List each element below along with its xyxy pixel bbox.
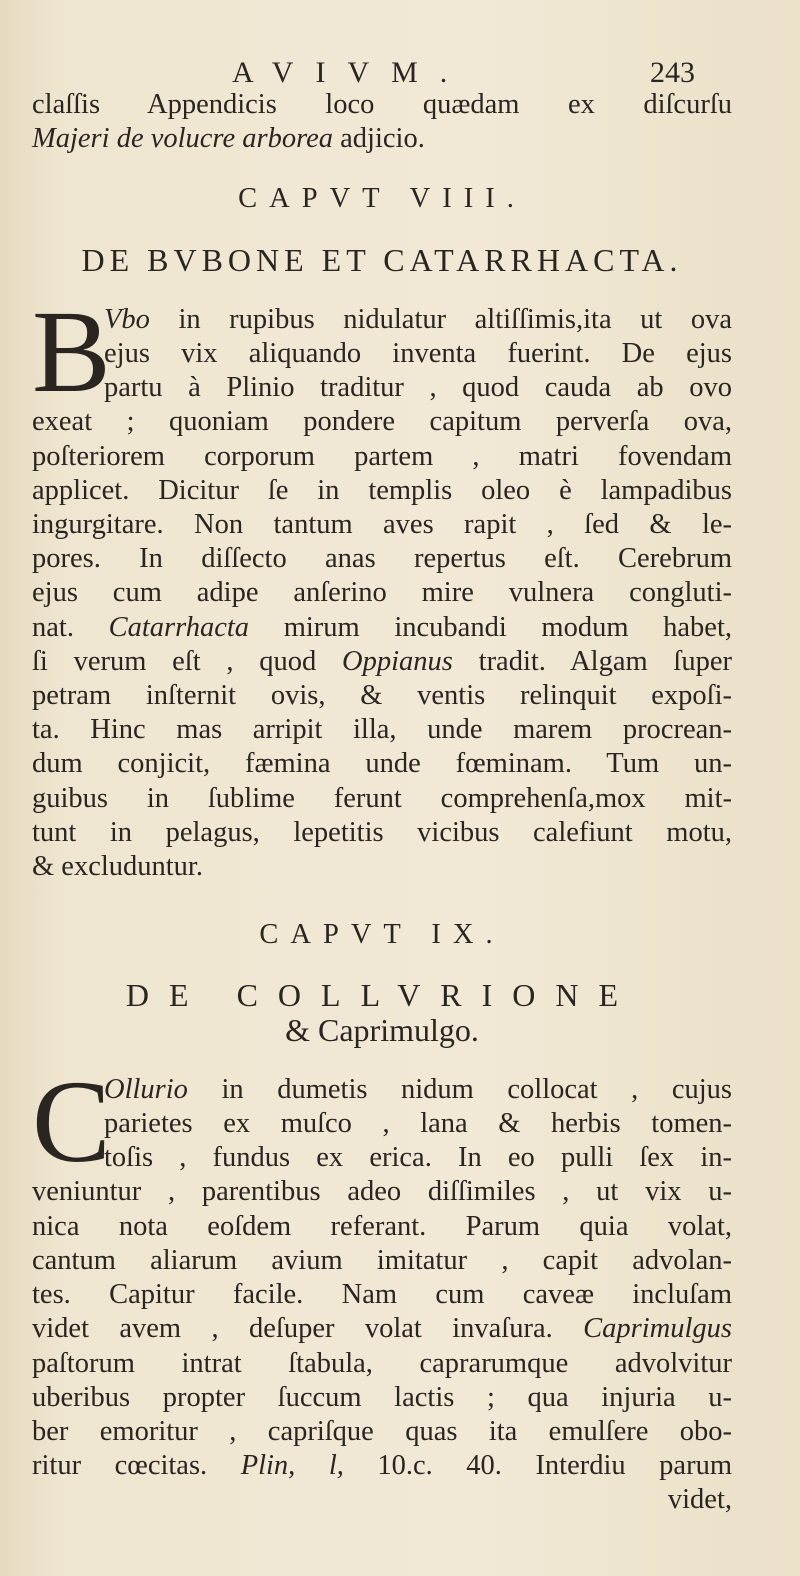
chapter-heading: CAPVT IX.	[259, 919, 505, 951]
chapter-title: DE COLLVRIONE	[125, 977, 639, 1014]
text-line: paſtorum intrat ſtabula, caprarumque advolvitur	[32, 1347, 732, 1379]
text-line: cantum aliarum avium imitatur , capit advolan-	[32, 1244, 732, 1276]
intro-paragraph	[32, 88, 732, 156]
italic-text: Vbo	[104, 303, 150, 335]
italic-text: Plin, l,	[240, 1450, 344, 1482]
italic-text: Catarrhacta	[108, 611, 250, 643]
text-line: tunt in pelagus, lepetitis vicibus calefiunt motu,	[32, 816, 732, 848]
text-line: applicet. Dicitur ſe in templis oleo è lampadibus	[32, 474, 732, 506]
text-line: partu à Plinio traditur , quod cauda ab ovo	[104, 372, 732, 404]
italic-text: Oppianus	[342, 645, 453, 677]
chapter9-paragraph	[32, 1055, 732, 1518]
text-line: toſis , fundus ex erica. In eo pulli ſex in-	[104, 1142, 732, 1174]
text-line: claſſis Appendicis loco quædam ex diſcurſu	[32, 89, 732, 120]
text-run: in rupibus nidulatur altiſſimis,ita ut ova	[149, 303, 732, 335]
text-line	[32, 122, 732, 156]
text-run: adjicio.	[333, 123, 425, 155]
chapter-heading: CAPVT VIII.	[238, 183, 526, 215]
text-line: petram inſternit ovis, & ventis relinquit expoſi-	[32, 680, 732, 712]
body-text	[32, 88, 732, 1518]
drop-cap: C	[32, 1055, 111, 1187]
text-line: dum conjicit, fæmina unde fœminam. Tum un-	[32, 748, 732, 780]
text-line	[32, 1073, 732, 1107]
page-number: 243	[650, 56, 695, 89]
text-run: nat.	[32, 611, 109, 643]
text-run: mirum incubandi modum habet,	[249, 611, 732, 643]
text-run: 10.c. 40. Interdiu parum	[343, 1450, 732, 1482]
text-line: guibus in ſublime ferunt comprehenſa,mox mit-	[32, 782, 732, 814]
text-line	[32, 1312, 732, 1346]
text-line: ejus cum adipe anſerino mire vulnera congluti-	[32, 577, 732, 609]
text-line: ingurgitare. Non tantum aves rapit , ſed & le-	[32, 509, 732, 541]
text-line: poſteriorem corporum partem , matri fovendam	[32, 440, 732, 472]
text-line	[32, 611, 732, 645]
text-run: videt avem , deſuper volat invaſura.	[32, 1313, 584, 1345]
italic-text: Ollurio	[104, 1073, 188, 1105]
running-title: AVIVM.	[232, 56, 470, 89]
text-line: ber emoritur , capriſque quas ita emulſere obo-	[32, 1415, 732, 1447]
text-line: nica nota eoſdem referant. Parum quia volat,	[32, 1210, 732, 1242]
text-line: & excluduntur.	[32, 851, 203, 883]
text-run: tradit. Algam ſuper	[452, 645, 732, 677]
text-line: parietes ex muſco , lana & herbis tomen-	[104, 1108, 732, 1140]
chapter-subtitle: & Caprimulgo.	[285, 1011, 479, 1048]
text-run: ſi verum eſt , quod	[32, 645, 343, 677]
italic-text: Majeri de volucre arborea	[32, 123, 334, 155]
italic-text: Caprimulgus	[583, 1313, 732, 1345]
text-line: pores. In diſſecto anas repertus eſt. Cerebrum	[32, 543, 732, 575]
catchword: videt,	[667, 1484, 732, 1516]
text-line	[32, 303, 732, 337]
chapter-title: DE BVBONE ET CATARRHACTA.	[81, 241, 683, 278]
text-run: ritur cœcitas.	[32, 1450, 241, 1482]
drop-cap: B	[32, 285, 111, 417]
text-line: ta. Hinc mas arripit illa, unde marem procrean-	[32, 714, 732, 746]
text-line	[32, 1449, 732, 1483]
chapter8-paragraph	[32, 285, 732, 884]
page-header	[0, 52, 800, 92]
text-line: exeat ; quoniam pondere capitum perverſa ova,	[32, 406, 732, 438]
text-run: in dumetis nidum collocat , cujus	[187, 1073, 732, 1105]
text-line: tes. Capitur facile. Nam cum caveæ incluſam	[32, 1279, 732, 1311]
text-line	[32, 645, 732, 679]
text-line: ejus vix aliquando inventa fuerint. De ejus	[104, 338, 732, 370]
text-line: uberibus propter ſuccum lactis ; qua injuria u-	[32, 1381, 732, 1413]
text-line: veniuntur , parentibus adeo diſſimiles , ut vix u-	[32, 1176, 732, 1208]
